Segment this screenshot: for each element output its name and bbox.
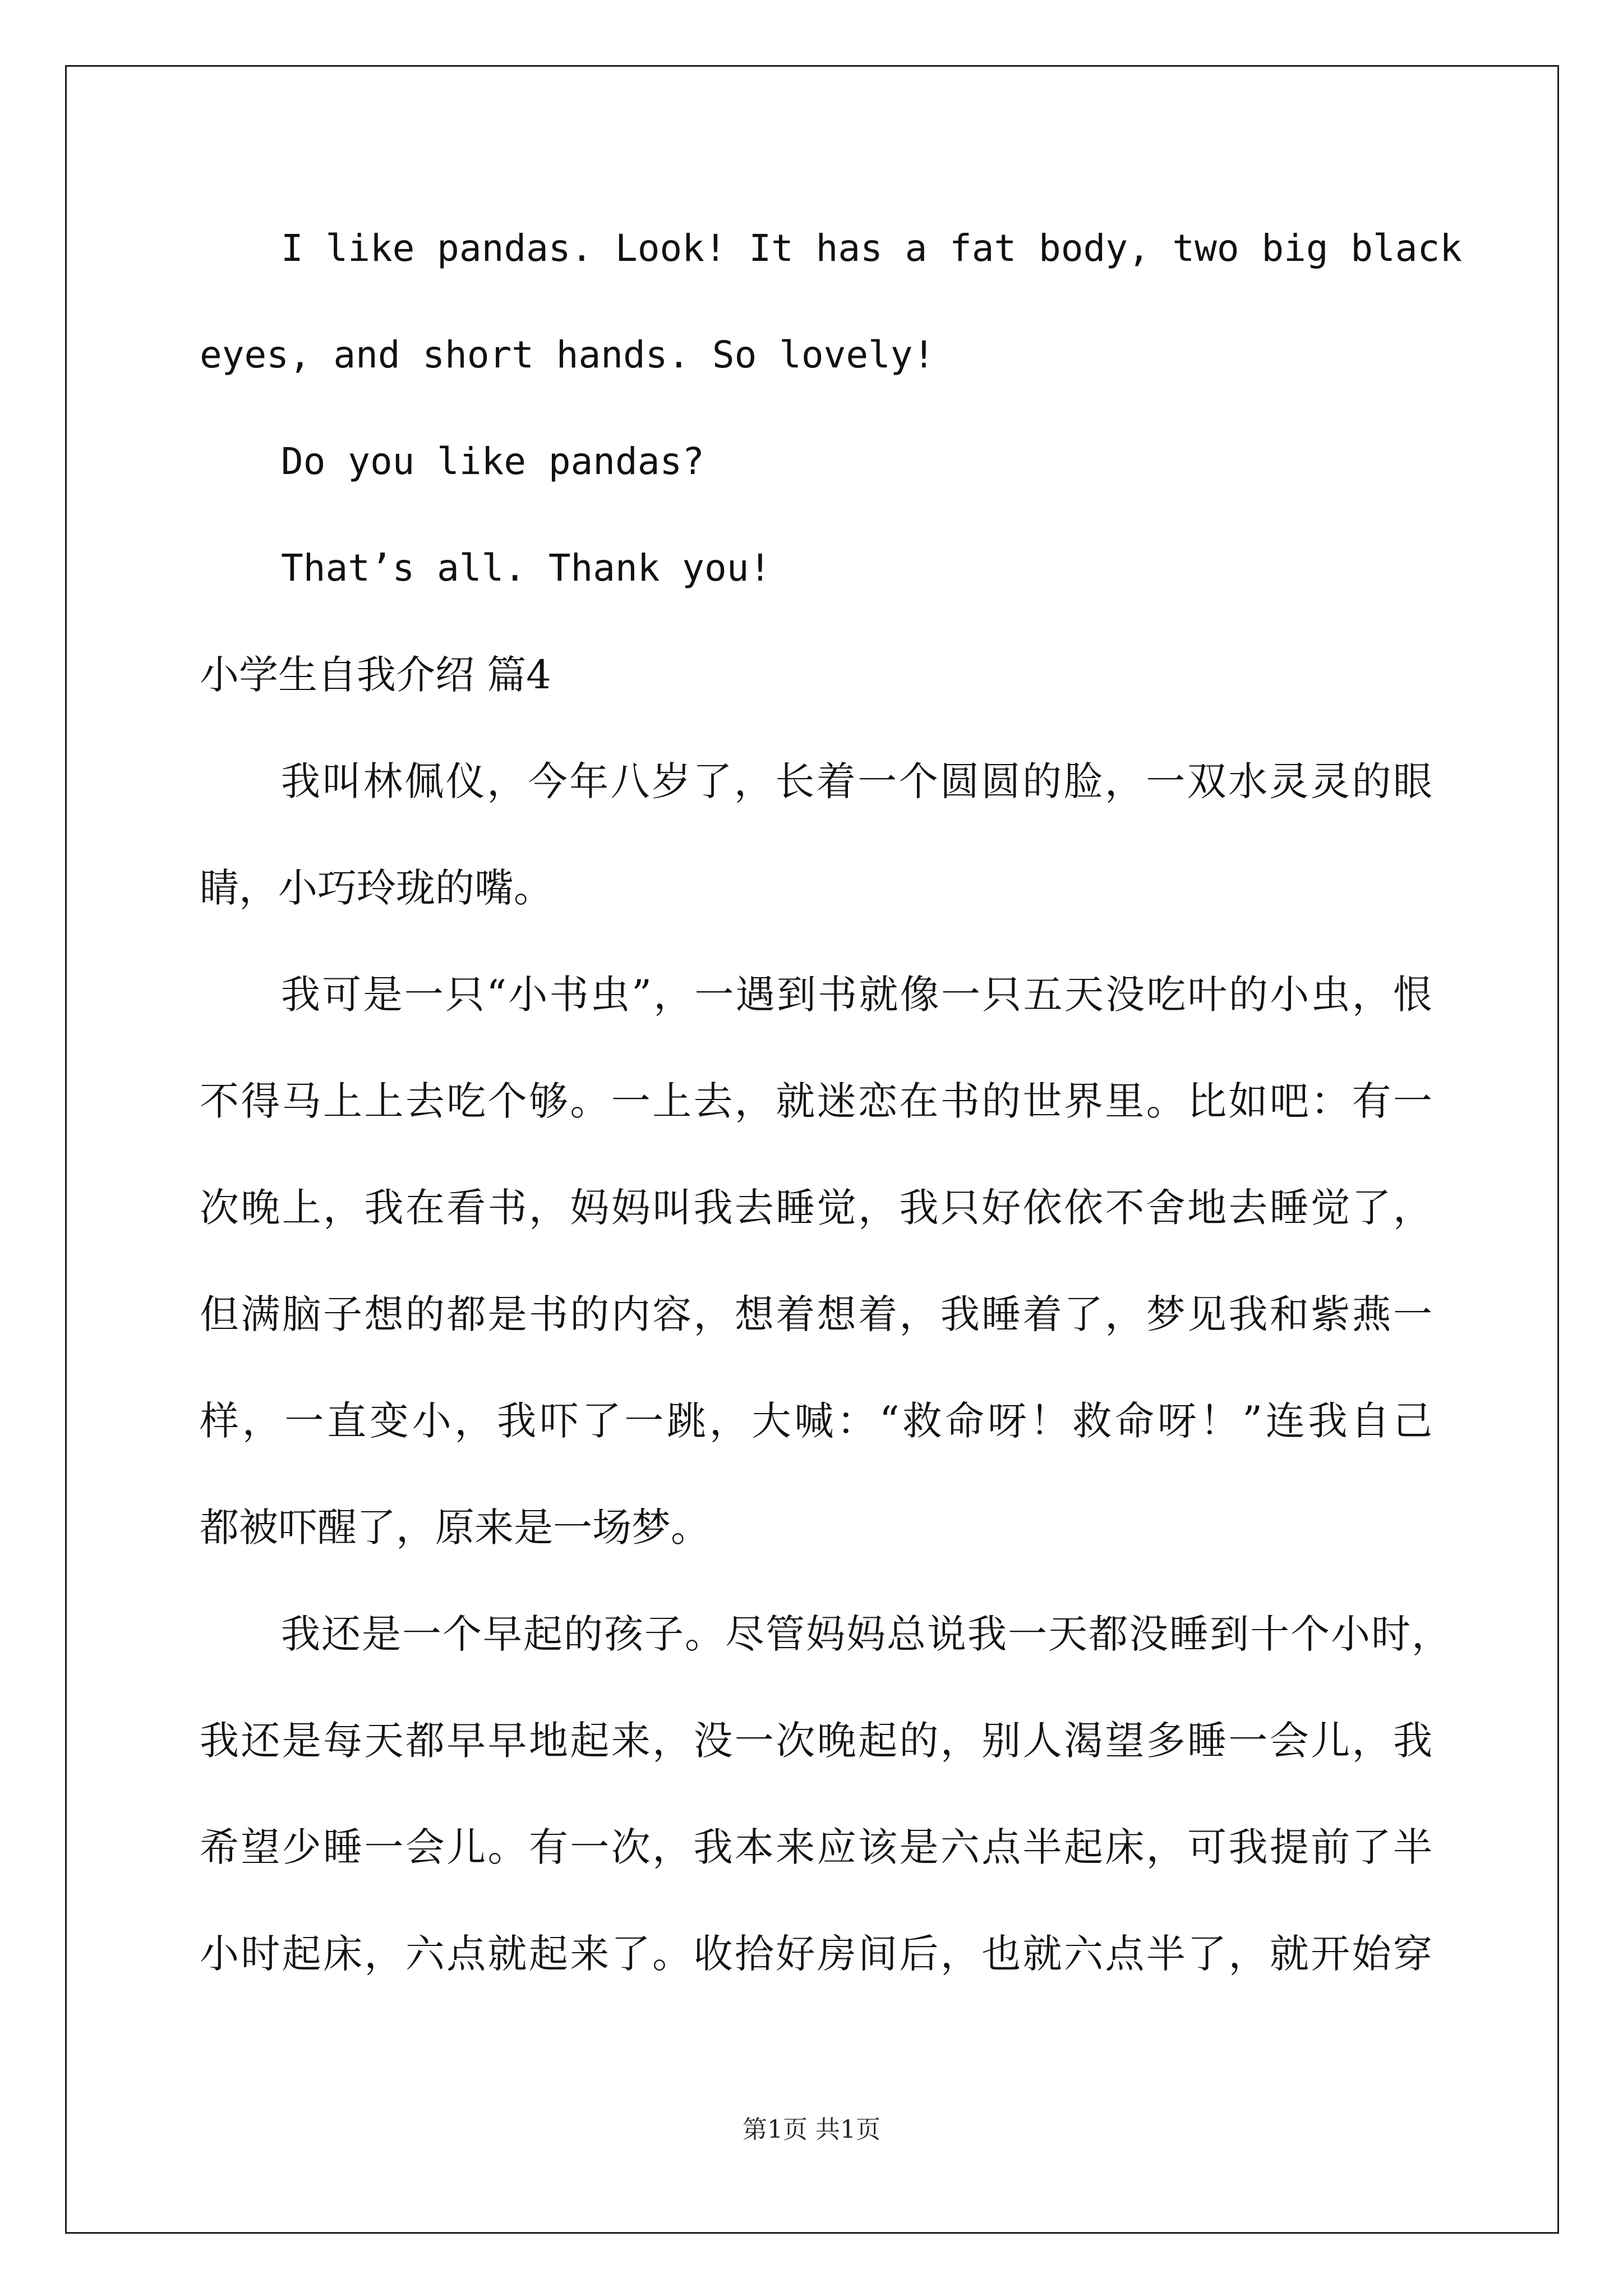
section-heading: 小学生自我介绍 篇4	[200, 652, 551, 698]
paragraph-line: 我可是一只“小书虫”，一遇到书就像一只五天没吃叶的小虫，恨	[281, 972, 1433, 1018]
paragraph-line: Do you like pandas?	[281, 440, 704, 483]
page-number-footer: 第1页 共1页	[743, 2115, 880, 2144]
paragraph-line: 睛，小巧玲珑的嘴。	[200, 865, 553, 911]
paragraph-line: 都被吓醒了，原来是一场梦。	[200, 1504, 710, 1550]
paragraph-line: 我还是每天都早早地起来，没一次晚起的，别人渴望多睡一会儿，我	[200, 1718, 1433, 1764]
paragraph-line: 但满脑子想的都是书的内容，想着想着，我睡着了，梦见我和紫燕一	[200, 1291, 1433, 1337]
paragraph-line: 样，一直变小，我吓了一跳，大喊：“救命呀！救命呀！”连我自己	[200, 1398, 1433, 1444]
paragraph-line: That’s all. Thank you!	[281, 546, 772, 590]
paragraph-line: 小时起床，六点就起来了。收拾好房间后，也就六点半了，就开始穿	[200, 1931, 1433, 1977]
paragraph-line: eyes, and short hands. So lovely!	[200, 333, 935, 376]
paragraph-line: 不得马上上去吃个够。一上去，就迷恋在书的世界里。比如吧：有一	[200, 1078, 1433, 1124]
paragraph-line: 我叫林佩仪，今年八岁了，长着一个圆圆的脸，一双水灵灵的眼	[281, 758, 1433, 804]
paragraph-line: 希望少睡一会儿。有一次，我本来应该是六点半起床，可我提前了半	[200, 1824, 1433, 1870]
paragraph-line: 我还是一个早起的孩子。尽管妈妈总说我一天都没睡到十个小时，	[281, 1611, 1452, 1657]
paragraph-line: I like pandas. Look! It has a fat body, two big black	[281, 227, 1462, 270]
page-border	[65, 65, 1559, 2234]
paragraph-line: 次晚上，我在看书，妈妈叫我去睡觉，我只好依依不舍地去睡觉了，	[200, 1185, 1433, 1231]
